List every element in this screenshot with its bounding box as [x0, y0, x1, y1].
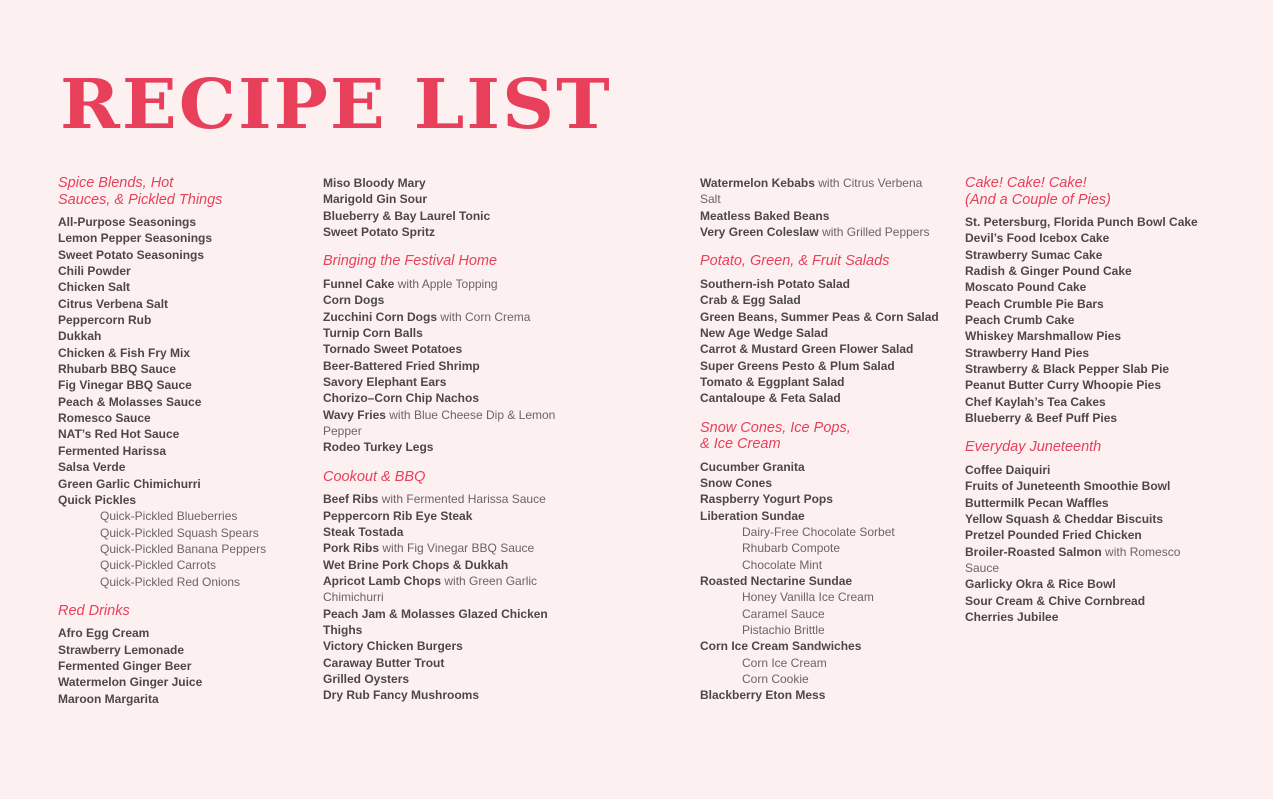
recipe-item: [58, 674, 303, 690]
recipe-item: [323, 557, 683, 573]
recipe-item: [323, 671, 683, 687]
recipe-description-continued: Chimichurri: [323, 590, 384, 605]
recipe-sub-item: [58, 508, 303, 524]
recipe-name: Coffee Daiquiri: [965, 462, 1051, 477]
recipe-item: [323, 606, 683, 622]
section-heading: [58, 603, 303, 620]
recipe-name: Rodeo Turkey Legs: [323, 440, 434, 455]
recipe-name: Strawberry Lemonade: [58, 642, 185, 657]
recipe-item: [323, 622, 683, 638]
recipe-item: [965, 593, 1255, 609]
recipe-name: Pistachio Brittle: [742, 623, 825, 638]
recipe-description: with Romesco: [1105, 544, 1181, 559]
recipe-item: [323, 276, 683, 292]
recipe-name: Fermented Ginger Beer: [58, 659, 192, 674]
recipe-name: Raspberry Yogurt Pops: [700, 492, 833, 507]
recipe-item: [58, 658, 303, 674]
recipe-item: [323, 292, 683, 308]
recipe-item: [700, 358, 950, 374]
section-heading-line: Bringing the Festival Home: [323, 253, 498, 270]
recipe-sub-item: [700, 655, 950, 671]
recipe-description: with Fig Vinegar BBQ Sauce: [382, 541, 535, 556]
recipe-name: Tomato & Eggplant Salad: [700, 374, 845, 389]
recipe-item: [323, 638, 683, 654]
recipe-name: Beef Ribs: [323, 492, 379, 507]
recipe-name: Cherries Jubilee: [965, 610, 1059, 625]
recipe-item: [58, 247, 303, 263]
recipe-name: Meatless Baked Beans: [700, 208, 830, 223]
recipe-name: Steak Tostada: [323, 524, 404, 539]
recipe-item: [58, 476, 303, 492]
recipe-description-continued: Sauce: [965, 561, 1000, 576]
recipe-name: Cucumber Granita: [700, 459, 805, 474]
recipe-name: Super Greens Pesto & Plum Salad: [700, 358, 895, 373]
recipe-item: [700, 374, 950, 390]
recipe-name: All-Purpose Seasonings: [58, 215, 197, 229]
recipe-name: Miso Bloody Mary: [323, 176, 426, 190]
section-heading: [965, 175, 1255, 208]
recipe-name: Chocolate Mint: [742, 557, 823, 572]
column-1: [58, 175, 303, 707]
recipe-item: [323, 540, 683, 556]
recipe-item: [965, 312, 1255, 328]
recipe-description: with Corn Crema: [440, 309, 531, 324]
recipe-item: [58, 691, 303, 707]
recipe-name: Cantaloupe & Feta Salad: [700, 391, 841, 406]
recipe-name: Whiskey Marshmallow Pies: [965, 329, 1122, 344]
recipe-description: with Blue Cheese Dip & Lemon: [389, 407, 556, 422]
recipe-name: Sweet Potato Spritz: [323, 225, 436, 240]
recipe-name: Radish & Ginger Pound Cake: [965, 264, 1132, 279]
recipe-item: [700, 175, 950, 208]
recipe-name: Honey Vanilla Ice Cream: [742, 590, 874, 605]
recipe-list: [323, 276, 683, 456]
recipe-section: [323, 253, 683, 455]
recipe-item: [58, 394, 303, 410]
section-heading-line: Cookout & BBQ: [323, 468, 426, 485]
recipe-name: Caraway Butter Trout: [323, 655, 445, 670]
recipe-item: [58, 642, 303, 658]
recipe-section: [58, 175, 303, 590]
recipe-name: Rhubarb BBQ Sauce: [58, 362, 177, 377]
section-heading-line: (And a Couple of Pies): [965, 191, 1111, 208]
recipe-name: Dukkah: [58, 329, 102, 344]
recipe-item: [700, 508, 950, 524]
section-heading-line: Cake! Cake! Cake!: [965, 175, 1087, 191]
recipe-item: [323, 325, 683, 341]
recipe-name: Chicken Salt: [58, 280, 131, 295]
section-heading-line: Everyday Juneteenth: [965, 439, 1102, 456]
recipe-item: [700, 309, 950, 325]
recipe-item: [965, 495, 1255, 511]
recipe-name: Very Green Coleslaw: [700, 225, 819, 240]
recipe-item: [965, 214, 1255, 230]
recipe-item: [323, 309, 683, 325]
recipe-name: Wet Brine Pork Chops & Dukkah: [323, 557, 509, 572]
recipe-sub-item: [700, 524, 950, 540]
page-title: RECIPE LIST: [60, 63, 612, 144]
recipe-name: Peach Jam & Molasses Glazed Chicken: [323, 606, 548, 621]
recipe-list: [700, 175, 950, 240]
section-heading-line: Potato, Green, & Fruit Salads: [700, 253, 890, 270]
recipe-name: Peppercorn Rib Eye Steak: [323, 508, 473, 523]
recipe-name: NAT’s Red Hot Sauce: [58, 427, 180, 442]
recipe-item: [965, 609, 1255, 625]
recipe-item: [965, 328, 1255, 344]
recipe-item: [58, 296, 303, 312]
recipe-name: Grilled Oysters: [323, 671, 410, 686]
recipe-item: [58, 443, 303, 459]
recipe-name: Maroon Margarita: [58, 691, 159, 706]
recipe-list: [700, 276, 950, 407]
recipe-name: Green Garlic Chimichurri: [58, 476, 201, 491]
recipe-list: [58, 214, 303, 590]
recipe-description-continued: Pepper: [323, 423, 362, 438]
recipe-name: Corn Cookie: [742, 672, 809, 687]
recipe-item: [58, 279, 303, 295]
recipe-item: [58, 361, 303, 377]
recipe-name: Quick-Pickled Blueberries: [100, 509, 238, 524]
section-heading-line: Red Drinks: [58, 602, 130, 619]
recipe-item: [58, 312, 303, 328]
recipe-name: Strawberry Sumac Cake: [965, 247, 1103, 262]
recipe-name: Blueberry & Beef Puff Pies: [965, 411, 1118, 426]
recipe-name: Marigold Gin Sour: [323, 192, 427, 207]
recipe-list: [700, 459, 950, 704]
recipe-item: [965, 361, 1255, 377]
section-heading-line: & Ice Cream: [700, 436, 781, 453]
recipe-name: Strawberry & Black Pepper Slab Pie: [965, 362, 1170, 377]
recipe-item: [700, 224, 950, 240]
recipe-item: [58, 345, 303, 361]
recipe-list: [323, 175, 683, 240]
recipe-name: Dry Rub Fancy Mushrooms: [323, 688, 480, 703]
recipe-item: [700, 573, 950, 589]
recipe-sub-item: [58, 557, 303, 573]
recipe-item: [700, 276, 950, 292]
recipe-item: [323, 358, 683, 374]
recipe-name: Tornado Sweet Potatoes: [323, 342, 463, 357]
recipe-name: Thighs: [323, 622, 363, 637]
recipe-name: Quick Pickles: [58, 492, 137, 507]
recipe-item: [323, 508, 683, 524]
recipe-item: [965, 345, 1255, 361]
recipe-item: [58, 230, 303, 246]
recipe-section: [58, 603, 303, 707]
recipe-sub-item: [58, 574, 303, 590]
recipe-name: Corn Ice Cream: [742, 655, 827, 670]
recipe-section: [700, 420, 950, 704]
recipe-name: Quick-Pickled Banana Peppers: [100, 541, 267, 556]
section-heading: [323, 469, 683, 486]
recipe-name: Pork Ribs: [323, 541, 380, 556]
recipe-name: Carrot & Mustard Green Flower Salad: [700, 342, 914, 357]
recipe-name: Blackberry Eton Mess: [700, 688, 826, 703]
recipe-name: Fig Vinegar BBQ Sauce: [58, 378, 192, 393]
recipe-list: [58, 625, 303, 707]
recipe-section: [965, 175, 1255, 426]
recipe-sub-item: [700, 622, 950, 638]
recipe-name: Peach Crumb Cake: [965, 313, 1075, 328]
recipe-section: [700, 175, 950, 240]
recipe-name: Pretzel Pounded Fried Chicken: [965, 528, 1142, 543]
recipe-item: [323, 439, 683, 455]
recipe-name: Strawberry Hand Pies: [965, 345, 1090, 360]
recipe-item: [700, 491, 950, 507]
recipe-item: [965, 462, 1255, 478]
column-2: [323, 175, 683, 704]
recipe-description: with Green Garlic: [444, 573, 538, 588]
recipe-item: [323, 374, 683, 390]
recipe-sub-item: [700, 671, 950, 687]
recipe-name: Peanut Butter Curry Whoopie Pies: [965, 378, 1162, 393]
recipe-item: [58, 459, 303, 475]
recipe-name: Salsa Verde: [58, 460, 126, 475]
recipe-name: Peach & Molasses Sauce: [58, 394, 202, 409]
recipe-name: Broiler-Roasted Salmon: [965, 544, 1102, 559]
recipe-name: Moscato Pound Cake: [965, 280, 1087, 295]
recipe-item: [700, 390, 950, 406]
recipe-name: Yellow Squash & Cheddar Biscuits: [965, 512, 1164, 526]
recipe-item: [58, 377, 303, 393]
recipe-item: [58, 426, 303, 442]
section-heading: [323, 253, 683, 270]
recipe-sub-item: [700, 540, 950, 556]
recipe-item: [700, 687, 950, 703]
recipe-section: [323, 469, 683, 704]
recipe-item: [323, 224, 683, 240]
recipe-item: [58, 492, 303, 508]
recipe-name: Green Beans, Summer Peas & Corn Salad: [700, 309, 939, 324]
recipe-name: Turnip Corn Balls: [323, 325, 423, 340]
recipe-item: [58, 214, 303, 230]
recipe-item: [700, 638, 950, 654]
recipe-section: [965, 439, 1255, 625]
recipe-name: Beer-Battered Fried Shrimp: [323, 358, 480, 373]
recipe-name: Rhubarb Compote: [742, 541, 841, 556]
recipe-name: Romesco Sauce: [58, 411, 151, 426]
recipe-item: [58, 410, 303, 426]
recipe-name: Southern-ish Potato Salad: [700, 276, 851, 291]
recipe-item: [965, 527, 1255, 543]
recipe-list: [965, 214, 1255, 426]
recipe-item: [323, 191, 683, 207]
recipe-item: [58, 625, 303, 641]
recipe-name: Zucchini Corn Dogs: [323, 309, 437, 324]
section-heading-line: Sauces, & Pickled Things: [58, 191, 223, 208]
recipe-name: Chili Powder: [58, 264, 131, 279]
recipe-description: with Apple Topping: [397, 276, 498, 291]
recipe-name: Lemon Pepper Seasonings: [58, 231, 213, 246]
recipe-name: Chorizo–Corn Chip Nachos: [323, 391, 480, 406]
recipe-name: Afro Egg Cream: [58, 626, 150, 641]
recipe-name: New Age Wedge Salad: [700, 325, 829, 340]
recipe-name: Watermelon Ginger Juice: [58, 675, 203, 690]
recipe-description: with Fermented Harissa Sauce: [381, 492, 546, 507]
section-heading: [700, 420, 950, 453]
recipe-name: Peppercorn Rub: [58, 313, 152, 328]
recipe-section: [700, 253, 950, 406]
recipe-name: Fruits of Juneteenth Smoothie Bowl: [965, 479, 1171, 494]
recipe-name: Citrus Verbena Salt: [58, 296, 169, 311]
recipe-item: [700, 292, 950, 308]
recipe-name: Quick-Pickled Red Onions: [100, 574, 241, 589]
recipe-item: [323, 407, 683, 440]
recipe-name: Sour Cream & Chive Cornbread: [965, 593, 1146, 608]
recipe-item: [323, 175, 683, 191]
recipe-name: Quick-Pickled Carrots: [100, 558, 217, 573]
recipe-description: with Citrus Verbena: [818, 176, 923, 190]
recipe-name: Chicken & Fish Fry Mix: [58, 345, 191, 360]
section-heading-line: Spice Blends, Hot: [58, 175, 174, 191]
recipe-item: [58, 263, 303, 279]
recipe-description: with Grilled Peppers: [822, 225, 930, 240]
column-4: [965, 175, 1255, 625]
recipe-name: Snow Cones: [700, 475, 773, 490]
recipe-name: Buttermilk Pecan Waffles: [965, 495, 1109, 510]
recipe-item: [323, 655, 683, 671]
recipe-name: Quick-Pickled Squash Spears: [100, 525, 259, 540]
recipe-name: Watermelon Kebabs: [700, 176, 815, 190]
recipe-name: Dairy-Free Chocolate Sorbet: [742, 525, 895, 539]
recipe-list: [965, 462, 1255, 625]
recipe-description-continued: Salt: [700, 192, 721, 207]
recipe-sub-item: [700, 557, 950, 573]
recipe-sub-item: [58, 525, 303, 541]
recipe-item: [700, 459, 950, 475]
column-3: [700, 175, 950, 704]
recipe-item: [965, 394, 1255, 410]
recipe-name: Devil’s Food Icebox Cake: [965, 231, 1110, 246]
recipe-item: [700, 325, 950, 341]
recipe-item: [965, 230, 1255, 246]
recipe-name: Apricot Lamb Chops: [323, 573, 442, 588]
recipe-item: [965, 263, 1255, 279]
recipe-name: Corn Dogs: [323, 293, 385, 308]
recipe-item: [965, 296, 1255, 312]
recipe-item: [965, 511, 1255, 527]
recipe-item: [965, 410, 1255, 426]
recipe-name: Peach Crumble Pie Bars: [965, 296, 1104, 311]
recipe-name: Roasted Nectarine Sundae: [700, 574, 853, 589]
recipe-name: Wavy Fries: [323, 407, 386, 422]
recipe-item: [700, 341, 950, 357]
recipe-item: [965, 576, 1255, 592]
recipe-name: Crab & Egg Salad: [700, 293, 801, 308]
recipe-sub-item: [700, 606, 950, 622]
recipe-list: [323, 491, 683, 703]
recipe-name: Corn Ice Cream Sandwiches: [700, 639, 862, 654]
recipe-name: Fermented Harissa: [58, 443, 167, 458]
recipe-name: Caramel Sauce: [742, 606, 825, 621]
recipe-item: [965, 247, 1255, 263]
section-heading: [965, 439, 1255, 456]
recipe-name: Liberation Sundae: [700, 508, 805, 523]
recipe-name: Funnel Cake: [323, 276, 395, 291]
recipe-name: Garlicky Okra & Rice Bowl: [965, 577, 1116, 592]
recipe-item: [323, 341, 683, 357]
section-heading: [700, 253, 950, 270]
section-heading-line: Snow Cones, Ice Pops,: [700, 419, 851, 436]
recipe-name: Chef Kaylah’s Tea Cakes: [965, 394, 1106, 409]
recipe-name: Blueberry & Bay Laurel Tonic: [323, 208, 491, 223]
recipe-item: [323, 208, 683, 224]
recipe-item: [323, 390, 683, 406]
recipe-item: [700, 208, 950, 224]
recipe-item: [965, 279, 1255, 295]
recipe-name: Sweet Potato Seasonings: [58, 247, 205, 262]
recipe-item: [58, 328, 303, 344]
recipe-sub-item: [700, 589, 950, 605]
recipe-item: [323, 491, 683, 507]
recipe-name: Savory Elephant Ears: [323, 374, 447, 389]
recipe-item: [323, 573, 683, 606]
recipe-item: [323, 687, 683, 703]
recipe-section: [323, 175, 683, 240]
recipe-sub-item: [58, 541, 303, 557]
recipe-item: [965, 544, 1255, 577]
recipe-name: Victory Chicken Burgers: [323, 639, 463, 654]
recipe-item: [965, 377, 1255, 393]
recipe-name: St. Petersburg, Florida Punch Bowl Cake: [965, 215, 1198, 229]
section-heading: [58, 175, 303, 208]
recipe-item: [700, 475, 950, 491]
recipe-item: [323, 524, 683, 540]
recipe-item: [965, 478, 1255, 494]
